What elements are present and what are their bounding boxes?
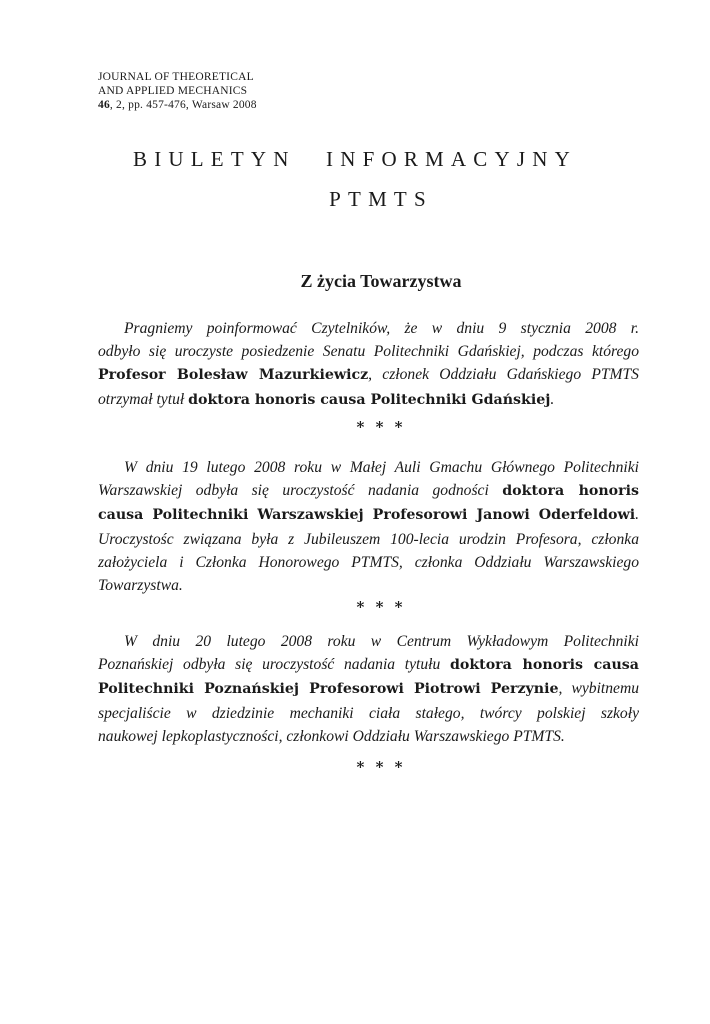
news-item-2-period: . bbox=[635, 506, 639, 524]
news-item-3-line-3 bbox=[98, 677, 639, 701]
bulletin-subtitle: PTMTS bbox=[329, 187, 433, 211]
news-item-1-line-1: Pragniemy poinformować Czytelników, że w dniu 9 stycznia 2008 r. bbox=[124, 320, 639, 337]
journal-issue-line bbox=[98, 98, 257, 112]
news-item-1 bbox=[98, 317, 639, 412]
news-item-2-text: Warszawskiej odbyła się uroczystość nadania godności bbox=[98, 482, 503, 500]
separator-3: * * * bbox=[356, 758, 406, 776]
news-item-2-degree-start: doktora honoris bbox=[502, 483, 640, 500]
news-item-3-line-2 bbox=[98, 653, 639, 677]
news-item-1-title-prefix: otrzymał tytuł bbox=[98, 390, 189, 408]
news-item-1-period: . bbox=[550, 390, 555, 408]
news-item-2-line-2 bbox=[98, 479, 639, 503]
journal-volume: 46 bbox=[98, 99, 110, 111]
journal-header bbox=[98, 70, 257, 112]
journal-name-line-2: AND APPLIED MECHANICS bbox=[98, 85, 248, 97]
news-item-3-line-5: naukowej lepkoplastyczności, członkowi Oddziału Warszawskiego PTMTS. bbox=[98, 727, 565, 745]
news-item-3 bbox=[98, 630, 639, 748]
bulletin-title: BIULETYN INFORMACYJNY bbox=[133, 147, 577, 171]
news-item-1-line-4 bbox=[98, 388, 639, 412]
news-item-3-text: Poznańskiej odbyła się uroczystość nadania tytułu bbox=[98, 656, 450, 674]
section-heading: Z życia Towarzystwa bbox=[300, 271, 462, 291]
news-item-3-line-1: W dniu 20 lutego 2008 roku w Centrum Wykładowym Politechniki bbox=[124, 633, 639, 650]
news-item-3-honoree: Politechniki Poznańskiej Profesorowi Piotrowi Perzynie bbox=[98, 681, 559, 698]
news-item-2 bbox=[98, 456, 639, 597]
news-item-3-line-4: specjaliście w dziedzinie mechaniki ciała stałego, twórcy polskiej szkoły bbox=[98, 704, 639, 722]
journal-issue-details: , 2, pp. 457-476, Warsaw 2008 bbox=[109, 99, 257, 111]
news-item-2-line-4: Uroczystośc związana była z Jubileuszem 100-lecia urodzin Profesora, członka bbox=[98, 530, 639, 548]
news-item-3-honoree-role: , wybitnemu bbox=[558, 680, 640, 698]
news-item-2-degree-honoree: causa Politechniki Warszawskiej Profesorowi Janowi Oderfeldowi bbox=[98, 507, 636, 524]
news-item-1-honoree-role: , członek Oddziału Gdańskiego PTMTS bbox=[368, 366, 639, 384]
news-item-2-line-3 bbox=[98, 503, 639, 527]
news-item-1-line-3 bbox=[98, 363, 639, 387]
separator-1: * * * bbox=[356, 418, 406, 436]
journal-name-line-1: JOURNAL OF THEORETICAL bbox=[98, 71, 254, 83]
news-item-2-line-6: Towarzystwa. bbox=[98, 577, 183, 595]
separator-2: * * * bbox=[356, 598, 406, 616]
news-item-1-line-2: odbyło się uroczyste posiedzenie Senatu Politechniki Gdańskiej, podczas którego bbox=[98, 343, 639, 361]
news-item-1-honoree: Profesor Bolesław Mazurkiewicz bbox=[98, 367, 369, 384]
news-item-1-degree: doktora honoris causa Politechniki Gdańskiej bbox=[188, 391, 551, 408]
news-item-3-degree-start: doktora honoris causa bbox=[449, 657, 639, 674]
news-item-2-line-5: założyciela i Członka Honorowego PTMTS, członka Oddziału Warszawskiego bbox=[98, 553, 639, 571]
news-item-2-line-1: W dniu 19 lutego 2008 roku w Małej Auli Gmachu Głównego Politechniki bbox=[124, 459, 639, 476]
